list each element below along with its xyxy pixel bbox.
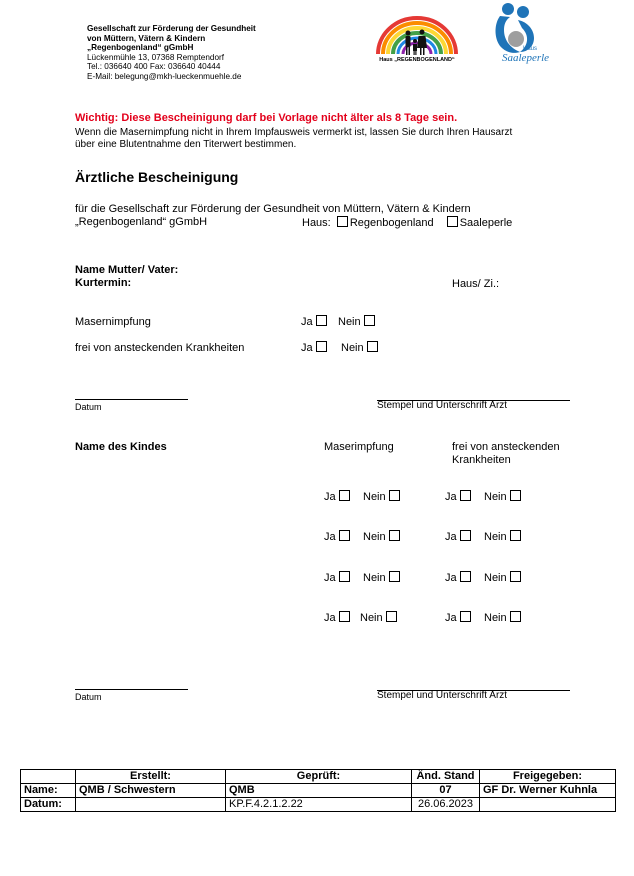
table-cell xyxy=(480,798,616,812)
nein-label: Nein xyxy=(360,612,383,624)
ja-label: Ja xyxy=(324,531,336,543)
nein-label: Nein xyxy=(363,572,386,584)
child1-infect-ja-checkbox[interactable] xyxy=(460,490,471,501)
parent-infect-ja xyxy=(301,341,327,355)
ja-label: Ja xyxy=(445,491,457,503)
stamp-label-1: Stempel und Unterschrift Arzt xyxy=(377,400,508,411)
table-row xyxy=(21,784,616,798)
date-line-1[interactable] xyxy=(75,399,188,400)
parent-infect-ja-checkbox[interactable] xyxy=(316,341,327,352)
child2-infect-nein xyxy=(484,530,521,544)
child3-measles-nein-checkbox[interactable] xyxy=(389,571,400,582)
haus-saaleperle-checkbox[interactable] xyxy=(447,216,458,227)
nein-label: Nein xyxy=(341,342,364,354)
table-cell: GF Dr. Werner Kuhnla xyxy=(480,784,616,798)
regenbogenland-logo-text: Haus „REGENBOGENLAND“ xyxy=(379,57,455,63)
parent-measles-nein xyxy=(338,315,375,329)
child3-measles-nein xyxy=(363,571,400,585)
table-header: Geprüft: xyxy=(226,770,412,784)
table-header: Erstellt: xyxy=(76,770,226,784)
nein-label: Nein xyxy=(484,572,507,584)
nein-label: Nein xyxy=(363,531,386,543)
child-infect-header-1: frei von ansteckenden xyxy=(452,441,560,453)
ja-label: Ja xyxy=(324,491,336,503)
child3-infect-nein-checkbox[interactable] xyxy=(510,571,521,582)
child1-infect-nein xyxy=(484,490,521,504)
parent-measles-label: Masernimpfung xyxy=(75,316,151,328)
child1-infect-ja xyxy=(445,490,471,504)
table-cell: QMB xyxy=(226,784,412,798)
org-address-block xyxy=(87,24,256,82)
saaleperle-logo-haus: Haus xyxy=(523,46,538,52)
haus-regenbogenland-checkbox[interactable] xyxy=(337,216,348,227)
ja-label: Ja xyxy=(324,572,336,584)
ja-label: Ja xyxy=(301,316,313,328)
child3-infect-nein xyxy=(484,571,521,585)
row-label: Datum: xyxy=(21,798,76,812)
child2-infect-nein-checkbox[interactable] xyxy=(510,530,521,541)
child4-infect-ja-checkbox[interactable] xyxy=(460,611,471,622)
ja-label: Ja xyxy=(445,531,457,543)
org-name-line2: von Müttern, Vätern & Kindern xyxy=(87,33,206,43)
child4-measles-ja-checkbox[interactable] xyxy=(339,611,350,622)
page-title: Ärztliche Bescheinigung xyxy=(75,169,239,185)
row-label: Name: xyxy=(21,784,76,798)
child2-measles-nein-checkbox[interactable] xyxy=(389,530,400,541)
document-control-table xyxy=(20,769,616,812)
org-name-line1: Gesellschaft zur Förderung der Gesundheit xyxy=(87,24,256,33)
nein-label: Nein xyxy=(484,531,507,543)
haus-regenbogenland-label: Regenbogenland xyxy=(349,217,434,229)
saaleperle-logo-text: Saaleperle xyxy=(502,52,550,64)
child4-infect-nein-checkbox[interactable] xyxy=(510,611,521,622)
child1-measles-nein xyxy=(363,490,400,504)
intro-line-2: „Regenbogenland“ gGmbH xyxy=(75,216,208,228)
child-infect-header-2: Krankheiten xyxy=(452,454,511,466)
table-row xyxy=(21,798,616,812)
info-line-2: über eine Blutentnahme den Titerwert bestimmen. xyxy=(75,139,297,150)
child3-measles-ja-checkbox[interactable] xyxy=(339,571,350,582)
haus-label: Haus: xyxy=(302,217,331,229)
table-cell: KP.F.4.2.1.2.22 xyxy=(226,798,412,812)
ja-label: Ja xyxy=(445,572,457,584)
parent-infect-label: frei von ansteckenden Krankheiten xyxy=(75,342,245,354)
table-header-row xyxy=(21,770,616,784)
child4-infect-nein xyxy=(484,611,521,625)
child-measles-header: Maserimpfung xyxy=(324,441,394,453)
org-name-line3: „Regenbogenland“ gGmbH xyxy=(87,43,194,53)
nein-label: Nein xyxy=(484,612,507,624)
ja-label: Ja xyxy=(301,342,313,354)
child2-measles-ja-checkbox[interactable] xyxy=(339,530,350,541)
child1-infect-nein-checkbox[interactable] xyxy=(510,490,521,501)
parent-infect-nein xyxy=(341,341,378,355)
table-cell xyxy=(21,770,76,784)
date-label-2: Datum xyxy=(75,692,102,702)
saaleperle-logo xyxy=(492,0,562,70)
parent-measles-ja-checkbox[interactable] xyxy=(316,315,327,326)
parent-measles-ja xyxy=(301,315,327,329)
parent-name-label: Name Mutter/ Vater: xyxy=(75,264,179,276)
child4-measles-nein-checkbox[interactable] xyxy=(386,611,397,622)
table-cell: 07 xyxy=(412,784,480,798)
child3-measles-ja xyxy=(324,571,350,585)
child2-infect-ja xyxy=(445,530,471,544)
parent-infect-nein-checkbox[interactable] xyxy=(367,341,378,352)
date-line-2[interactable] xyxy=(75,689,188,690)
haus-selection xyxy=(302,216,512,230)
table-cell: QMB / Schwestern xyxy=(76,784,226,798)
child1-measles-nein-checkbox[interactable] xyxy=(389,490,400,501)
info-line-1: Wenn die Masernimpfung nicht in Ihrem Impfausweis vermerkt ist, lassen Sie durch Ihren Hausarzt xyxy=(75,127,513,138)
child-name-header: Name des Kindes xyxy=(75,441,167,453)
child4-measles-ja xyxy=(324,611,350,625)
ja-label: Ja xyxy=(445,612,457,624)
kurtermin-label: Kurtermin: xyxy=(75,277,132,289)
org-phone: Tel.: 036640 400 Fax: 036640 40444 xyxy=(87,62,221,72)
child4-measles-nein xyxy=(360,611,397,625)
nein-label: Nein xyxy=(484,491,507,503)
org-email: E-Mail: belegung@mkh-lueckenmuehle.de xyxy=(87,71,242,81)
table-cell: 26.06.2023 xyxy=(412,798,480,812)
validity-warning: Wichtig: Diese Bescheinigung darf bei Vorlage nicht älter als 8 Tage sein. xyxy=(75,112,458,124)
date-label-1: Datum xyxy=(75,402,102,412)
child1-measles-ja-checkbox[interactable] xyxy=(339,490,350,501)
room-label: Haus/ Zi.: xyxy=(452,278,500,290)
intro-line-1: für die Gesellschaft zur Förderung der Gesundheit von Müttern, Vätern & Kindern xyxy=(75,203,471,215)
parent-measles-nein-checkbox[interactable] xyxy=(364,315,375,326)
regenbogenland-logo xyxy=(372,8,462,70)
nein-label: Nein xyxy=(363,491,386,503)
child3-infect-ja xyxy=(445,571,471,585)
ja-label: Ja xyxy=(324,612,336,624)
table-header: Freigegeben: xyxy=(480,770,616,784)
child2-measles-nein xyxy=(363,530,400,544)
child1-measles-ja xyxy=(324,490,350,504)
child2-measles-ja xyxy=(324,530,350,544)
table-cell xyxy=(76,798,226,812)
org-address: Lückenmühle 13, 07368 Remptendorf xyxy=(87,52,225,62)
nein-label: Nein xyxy=(338,316,361,328)
stamp-label-2: Stempel und Unterschrift Arzt xyxy=(377,690,508,701)
haus-saaleperle-label: Saaleperle xyxy=(459,217,513,229)
child2-infect-ja-checkbox[interactable] xyxy=(460,530,471,541)
table-header: Änd. Stand xyxy=(412,770,480,784)
child3-infect-ja-checkbox[interactable] xyxy=(460,571,471,582)
child4-infect-ja xyxy=(445,611,471,625)
